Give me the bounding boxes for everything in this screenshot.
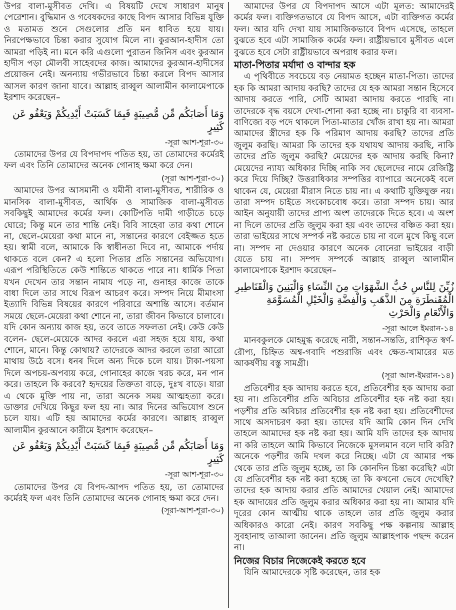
- section-heading: নিজের বিচার নিজেকেই করতে হবে: [234, 555, 366, 567]
- verse-reference: (সূরা-আশ-শূরা-৩০): [161, 506, 224, 516]
- paragraph: তোমাদের উপর যে বিপদাপদ পতিত হয়, তা তোমাদের কর্মেরই ফল এবং তিনি তোমাদের অনেক গোনাহ ক্ষমা করে দেন।: [4, 150, 224, 172]
- right-column: [234, 2, 454, 580]
- paragraph: উপর বালা-মুসীবত দেখি। এ বিষয়টি দেখে সাধারণ মানুষ পেরেশান। বুদ্ধিমান ও গবেষকদের কাছে বিপদ আসার বিভিন্ন যুক্তি ও মতামত শুনে সেগুলোর প্রতি মন ধাবিত হয়ে যায়। নিরপেক্ষভাবে চিন্তা করার সুযোগ মিলে না। কুরআন-হাদীস তো আমরা পড়িই না। মনে করি এগুলো পুরাতন জিনিস এবং কুরআন হাদীস পড়া মৌলবী সাহেবদের কাজ। আমাদের কুরআন-হাদীসের প্রয়োজন নেই। অনন্যায় গভীরভাবে চিন্তা করলে বিপদ আসার আসল কারণ জানা যাবে। আল্লাহ রাব্বুল আলামীন কালামেপাকে ইরশাদ করেছেন–: [4, 2, 224, 104]
- paragraph: প্রতিবেশীর হক আদায় করতে হবে, প্রতিবেশীর হক আদায় করা হয় না। প্রতিবেশীর প্রতি অবিচার প্রতিবেশীর হক নষ্ট করা হয়। পড়শীর প্রতি অবিচার প্রতিবেশীর হক নষ্ট করা হয়। প্রতিবেশীদের সাথে অসদাচরণ করা হয়। তাদের যদি আমি কোন দিন দেখি তাহলে আমাদের হক নষ্ট করা হয়। আমি যদি তাদের হক আদায় না করি তাহলে আমি কিভাবে নিজেকে মুসলমান বলে দাবি করি? অনেকে পড়শীর জমি দখল করে নিচ্ছে। এটা যে আমার পক্ষ থেকে তার প্রতি জুলুম হচ্ছে, তা কি কোনদিন চিন্তা করেছি? এটা যে প্রতিবেশীর হক নষ্ট করা হচ্ছে তা কি কখনো ভেবে দেখেছি? তাদের হক আদায় করার প্রতি আমাদের খেয়াল নেই। আমাদের হক আদায়ের প্রতি জুলুম করার অধিকার করা হয় না। আমার যদি দূরের কোন আত্মীয় থাকে তাহলে তার প্রতি জুলুম করার অধিকারও কারো নেই। কারণ সবকিছু পক্ষ কল্পনায় আল্লাহ সুবহানাহু তাআলা জানেন। প্রতি জুলুম আল্লাহপাক পছন্দ করেন না।: [234, 383, 454, 554]
- left-column: [4, 2, 224, 519]
- verse-reference: (সূরা আশ-শূরা-৩০): [161, 173, 224, 183]
- paragraph: মানবকুলকে মোহমুগ্ধ করেছে নারী, সন্তান-সন্ততি, রাশিকৃত স্বর্ণ-রৌপ্য, চিহ্নিত অশ্ব-গবাদি পশুরাজি এবং ক্ষেত-খামারের মত আকর্ষণীয় বস্তু সামগ্রী।: [234, 336, 454, 369]
- column-divider: [228, 2, 229, 608]
- arabic-verse: وَمَا أَصَابَكُم مِّن مُّصِيبَةٍ فَبِمَا كَسَبَتْ أَيْدِيكُمْ وَيَعْفُو عَن كَثِيرٍ: [12, 441, 224, 466]
- verse-reference: -সূরা আলে ইমরান-১৪: [382, 323, 454, 333]
- paragraph: আমাদের উপর আসমানী ও যমীনী বালা-মুসীবত, শারীরিক ও মানসিক বালা-মুসীবত, আর্থিক ও সামাজিক বালা-মুসীবত সবকিছুই আমাদের কর্মের ফল। কোটিপতি দামী গাড়ীতে চড়ে ঘোরে; কিন্তু মনে তার শান্তি নেই। বিবি সাহেবা তার কথা শোনে না, ছেলে-মেয়েরা কথা মানে না, সন্তানের কারণে বেইজ্জত হতে হয়। স্বামী বলে, আমাকে কি স্বাধীনতা দিবে না, আমাকে পর্দায় থাকতে বলে কেন? এ হলো পিতার প্রতি সন্তানের অভিযোগ। এরূপ পরিস্থিতিতে কেউ শান্তিতে থাকতে পারে না। ধার্মিক পিতা যখন দেখেন তার সন্তান নামায পড়ে না, গুনাহর কাজে তাকে বাধা দিলে তার সাথে বিরূপ আচরণ করে। সম্পদ নিয়ে মীমাংসা ইত্যাদি বিভিন্ন বিষয়ের কারণে পরিবারে অশান্তি আসে। বর্তমান সময়ে ছেলে-মেয়েরা কথা শোনে না, তারা জীবন কিভাবে চালাবে। যদি কোন অন্যায় কাজ হয়, তবে তাতে সফলতা নেই। কেউ কেউ বলেন- ছেলে-মেয়েকে আদর করলে এরা সহজ হয়ে যায়, কথা শোনে, মানে। কিন্তু কোথায়? তাদেরকে আদর করলে তারা আরো মাথায় উঠে বসে। ধনৰ দিলে অন্য দিকে চলে যায়। টাকা-পয়সা দিলে অপচয়-অপব্যয় করে, গোনাহের কাজে খরচ করে, মন পান করে। তাহলে কি করবে? হৃদয়ের তিক্ততা বাড়ে, দুঃখ বাড়ে। যারা এ থেকে মুক্তি পায় না, তারা অনেক সময় আত্মহত্যা করে। ডাক্তার দেখিয়ে কিছুর ফল হয় না। আর দিনের অভিযোগ শুনে চলে যায়। এটি হয় আমাদের কর্মের কারণে। আল্লাহ রাব্বুল আলামীন কুরআনে কারীমে ইরশাদ করেছেন–: [4, 186, 224, 436]
- arabic-verse: زُيِّنَ لِلنَّاسِ حُبُّ الشَّهَوَاتِ مِنَ النِّسَاءِ وَالْبَنِينَ وَالْقَنَاطِيرِ الْمُقَنطَرَةِ مِنَ الذَّهَبِ وَالْفِضَّةِ وَالْخَيْلِ الْمُسَوَّمَةِ وَالْأَنْعَامِ وَالْحَرْثِ: [235, 281, 454, 319]
- paragraph: যিনি আমাদেরকে সৃষ্টি করেছেন, তার হক: [244, 568, 381, 579]
- verse-reference: -সূরা আশ-শূরা-৩০: [164, 470, 224, 480]
- paragraph: এ পৃথিবীতে সবচেয়ে বড় নেয়ামত হচ্ছেন মাতা-পিতা। তাদের হক কি আমরা আদায় করছি? তাদের যে হক আমরা সন্তান হিসেবে আদায় করতে পারি, সেটি আমরা আদায় করতে পারছি না। তাদেরকে বৃদ্ধ বয়সে দেখা-শোনা করা হচ্ছে না। চাকুরি বা ব্যবসা-বাণিজ্যে বড় পদে থাকলে পিতা-মাতার খোঁজ রাখা হয় না। আমরা আমাদের স্ত্রীদের হক কি পরিমাণ আদায় করছি? তাদের প্রতি জুলুম করছি। আমরা কি তাদের হক যথাযথ আদায় করছি, নাকি তাদের প্রতি জুলুম করছি? মেয়েদের হক আদায় করছি কিনা? মেয়েদের ন্যায্য অধিকার দিচ্ছি নাকি সব ছেলেদের নামে রেজিষ্ট্রি করে দিয়ে দিচ্ছি? উত্তরাধিকার সম্পত্তির ব্যাপারে অনেকেই বলে থাকেন যে, মেয়েরা মীরাস নিতে চায় না। এ কথাটি যুক্তিযুক্ত নয়। তারা সম্পদ চাইতে সংকোচবোধ করে। তারা সম্পদ চায়। আর আইন অনুযায়ী তাদের প্রাপ্য অংশ তাদেরকে দিতে হবে। এ অংশ না দিলে তাদের প্রতি জুলুম করা হয় এবং তাদের বঞ্চিত করা হয়। তারা ভাইয়ের সাথে সম্পর্ক নষ্ট করতে চায় না বলে মুখে কিছু বলে না। সম্পদ না দেওয়ার কারণে অনেক বোনেরা ভাইয়ের বাড়ী যেতে চায় না। সম্পদ সম্পর্কে আল্লাহ রাব্বুল আলামীন কালামেপাকে ইরশাদ করেছেন–: [234, 72, 455, 277]
- verse-reference: (সূরা আল-ইমরান-১৪): [381, 371, 454, 381]
- paragraph: আমাদের উপর যে বিপদাপদ আসে এটা মূলত: আমাদেরই কর্মের ফল। ব্যক্তিগতভাবে যে বিপদ আসে, এটা ব্যক্তিগত কর্মের ফল। আর যদি দেখা যায় সামাজিকভাবে বিপদ এসেছে, তাহলে বুঝতে হবে এটা সামাজিক কর্মের ফল। রাষ্ট্রীয়ভাবে মুসীবত এলে বুঝতে হবে সেটা রাষ্ট্রীয়ভাবে অপরাধ করার ফল।: [234, 2, 454, 58]
- section-heading: মাতা-পিতার মর্যাদা ও বান্দার হক: [234, 60, 356, 72]
- paragraph: তোমাদের উপর যে বিপদ-আপদ পতিত হয়, তা তোমাদের কর্মেরই ফল এবং তিনি তোমাদের অনেক গোনাহ ক্ষমা করে দেন।: [4, 482, 224, 505]
- arabic-verse: وَمَا أَصَابَكُم مِّن مُّصِيبَةٍ فَبِمَا كَسَبَتْ أَيْدِيكُمْ وَيَعْفُو عَن كَثِيرٍ: [12, 108, 224, 133]
- verse-reference: -সূরা আশ-শূরা-৩০: [164, 137, 224, 147]
